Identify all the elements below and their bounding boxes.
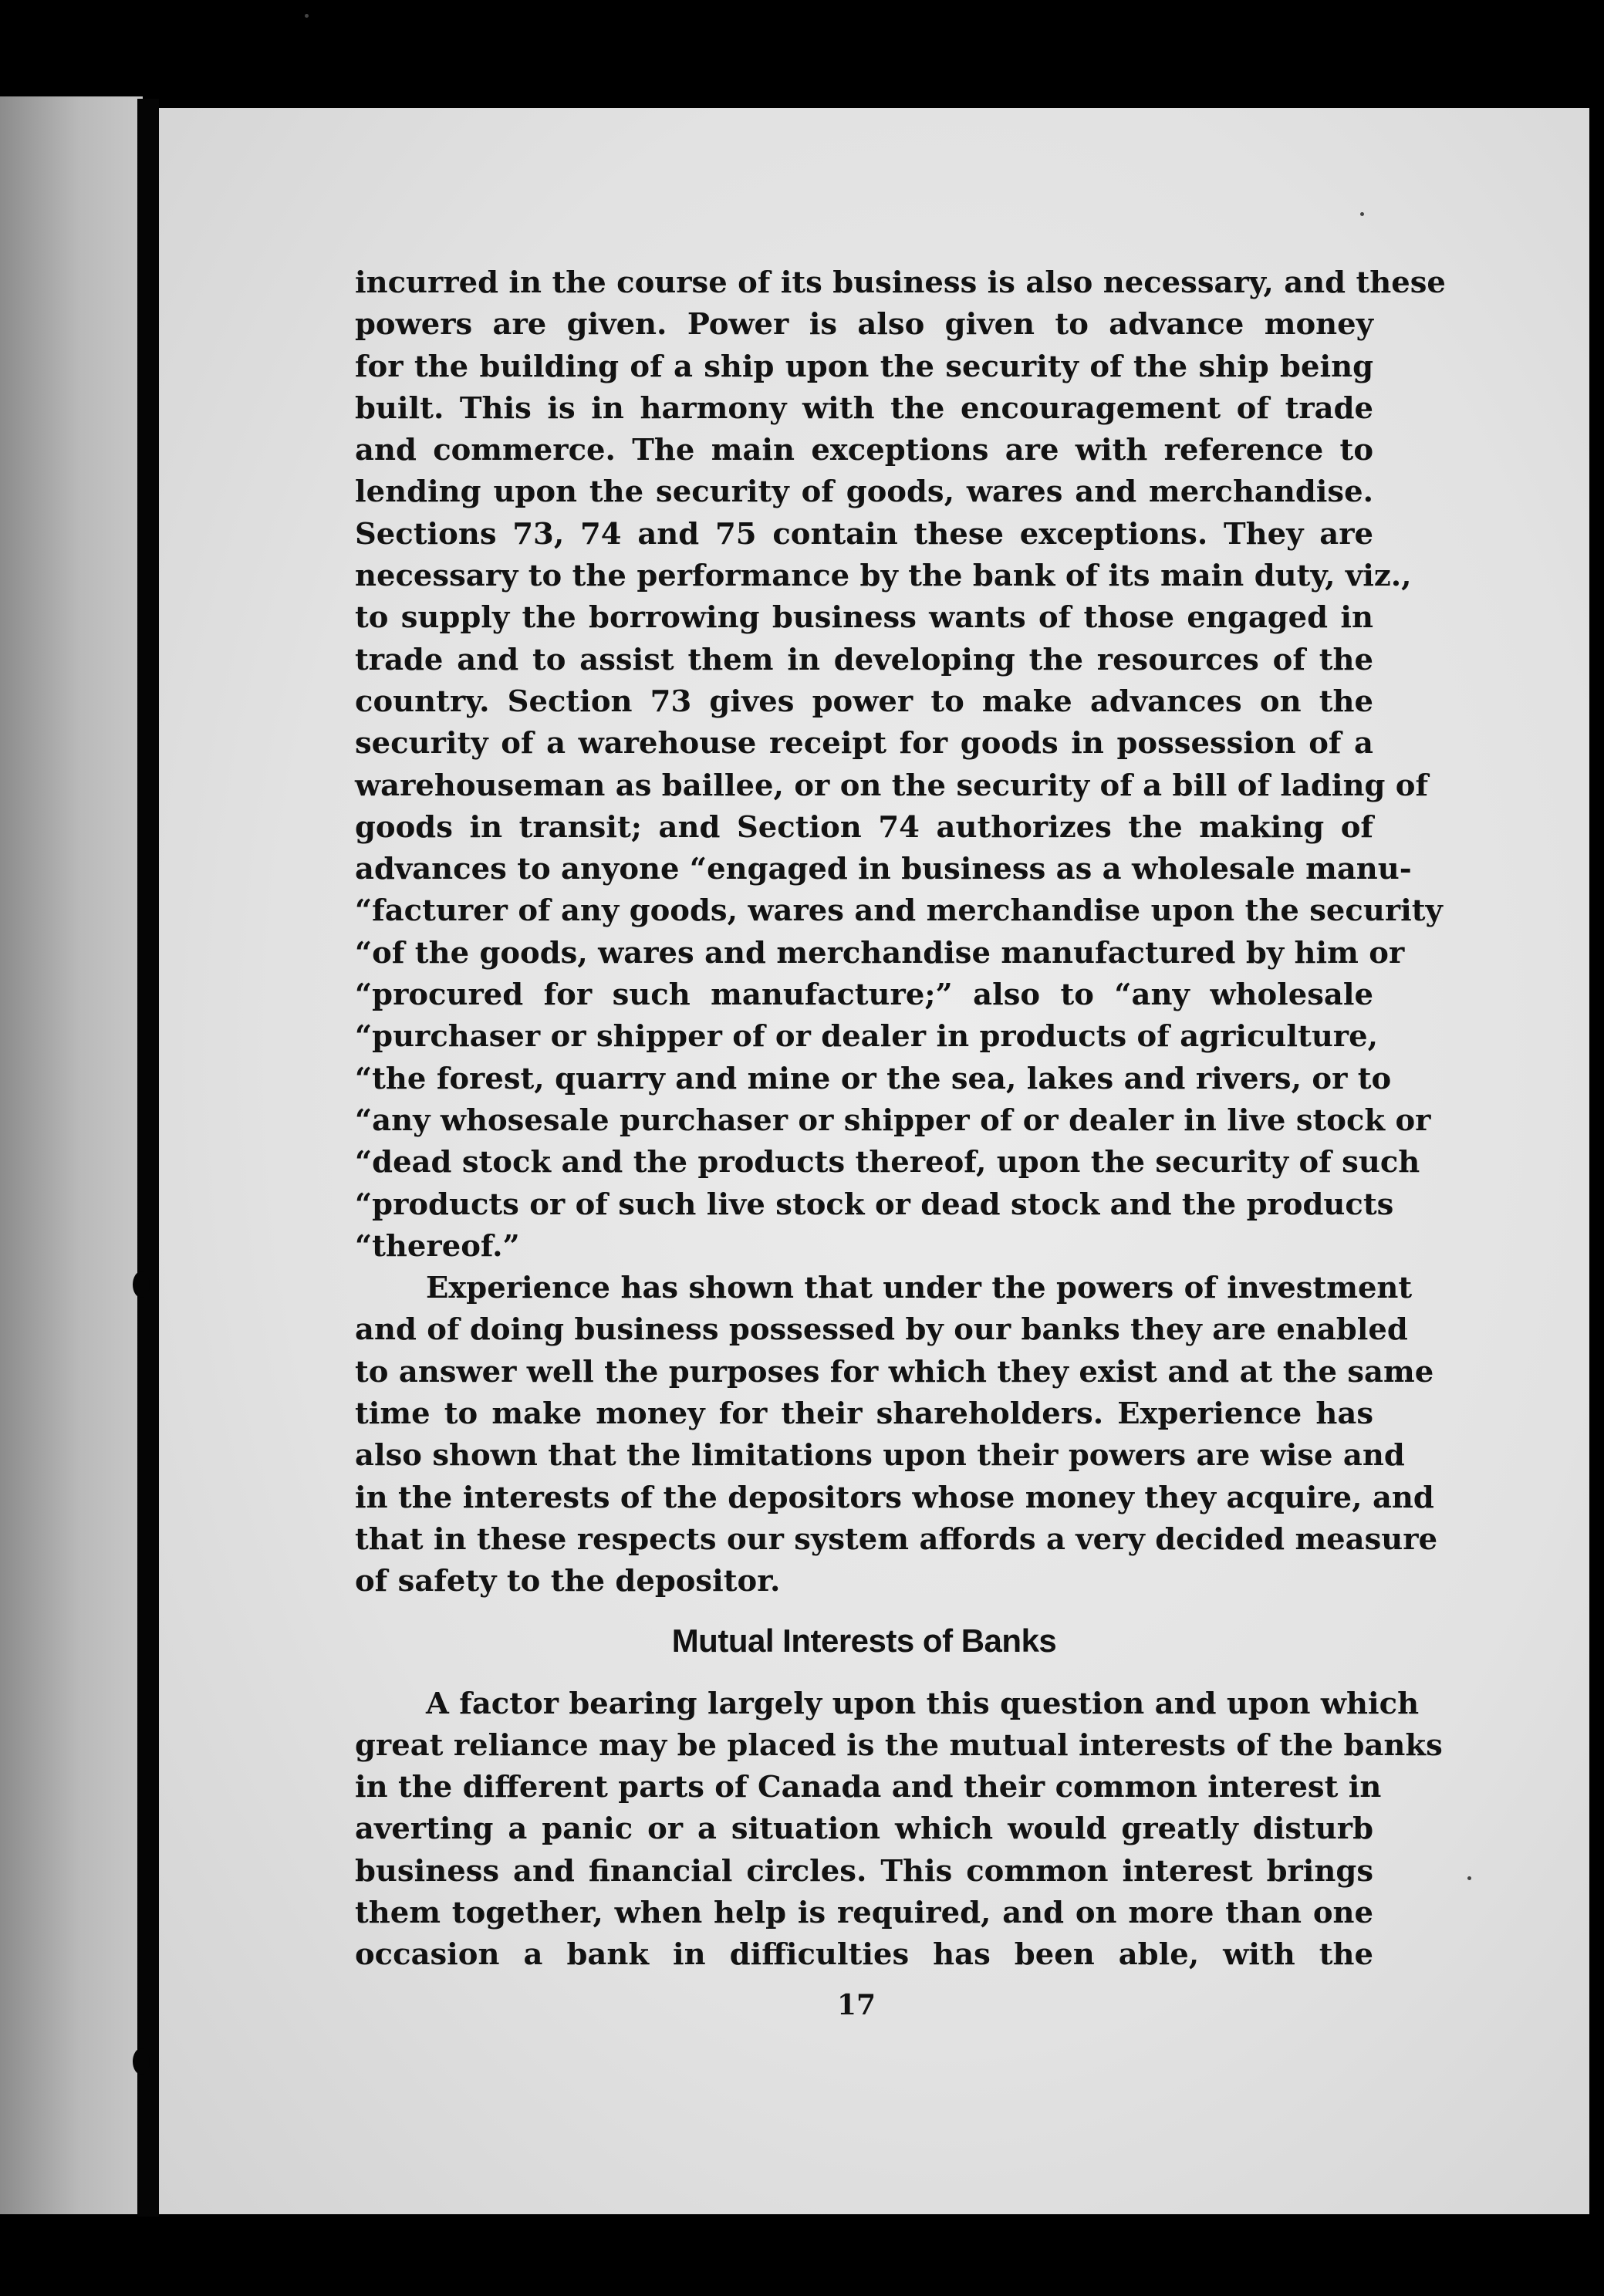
text-line: great reliance may be placed is the mutual interests of the banks — [355, 1727, 1443, 1763]
text-line: also shown that the limitations upon their powers are wise and — [355, 1438, 1405, 1474]
text-line: “procured for such manufacture;” also to “any wholesale — [355, 977, 1373, 1013]
text-line: occasion a bank in difficulties has been able, with the — [355, 1937, 1373, 1973]
scan-speck — [1360, 212, 1364, 216]
text-line: country. Section 73 gives power to make advances on the — [355, 684, 1373, 719]
text-line: that in these respects our system affords a very decided measure — [355, 1521, 1438, 1557]
text-line: Experience has shown that under the powers of investment — [426, 1271, 1413, 1306]
binding-mark — [133, 2048, 150, 2075]
text-line: averting a panic or a situation which would greatly disturb — [355, 1811, 1373, 1847]
text-line: “facturer of any goods, wares and merchandise upon the security — [355, 893, 1443, 929]
text-line: and of doing business possessed by our banks they are enabled — [355, 1312, 1408, 1348]
paragraph-3 — [355, 1683, 1443, 1977]
scan-speck — [1467, 1876, 1471, 1880]
text-line: advances to anyone “engaged in business as a wholesale manu- — [355, 852, 1412, 887]
text-line: to supply the borrowing business wants of those engaged in — [355, 600, 1373, 636]
text-line: “the forest, quarry and mine or the sea, lakes and rivers, or to — [355, 1061, 1392, 1096]
body-text — [355, 262, 1446, 1977]
text-line: powers are given. Power is also given to advance money — [355, 307, 1373, 343]
text-line: for the building of a ship upon the security of the ship being — [355, 349, 1373, 384]
text-line: built. This is in harmony with the encouragement of trade — [355, 390, 1373, 426]
facing-page-edge — [0, 96, 143, 2214]
text-line: Sections 73, 74 and 75 contain these exceptions. They are — [355, 516, 1373, 552]
text-line: in the interests of the depositors whose money they acquire, and — [355, 1480, 1434, 1515]
text-line: necessary to the performance by the bank of its main duty, viz., — [355, 559, 1412, 594]
text-line: trade and to assist them in developing the resources of the — [355, 642, 1373, 677]
paragraph-1 — [355, 262, 1446, 1268]
text-line: security of a warehouse receipt for goods in possession of a — [355, 726, 1373, 761]
text-line: “thereof.” — [355, 1228, 520, 1264]
text-line: “purchaser or shipper of or dealer in products of agriculture, — [355, 1019, 1378, 1055]
text-line: “dead stock and the products thereof, upon the security of such — [355, 1145, 1420, 1180]
text-line: in the different parts of Canada and their common interest in — [355, 1770, 1382, 1805]
scan-speck — [305, 14, 309, 18]
book-spine-shadow — [137, 99, 159, 2217]
text-line: “any whosesale purchaser or shipper of or dealer in live stock or — [355, 1102, 1431, 1138]
text-line: warehouseman as baillee, or on the security of a bill of lading of — [355, 768, 1429, 803]
text-line: incurred in the course of its business is also necessary, and these — [355, 265, 1446, 300]
text-line: time to make money for their shareholders. Experience has — [355, 1396, 1373, 1432]
paragraph-2 — [355, 1268, 1438, 1602]
section-heading: Mutual Interests of Banks — [671, 1622, 1057, 1659]
page-number: 17 — [836, 1989, 876, 2021]
text-line: “of the goods, wares and merchandise manufactured by him or — [355, 935, 1405, 971]
text-line: and commerce. The main exceptions are with reference to — [355, 433, 1373, 468]
text-line: “products or of such live stock or dead stock and the products — [355, 1187, 1394, 1222]
text-line: them together, when help is required, and on more than one — [355, 1895, 1373, 1930]
text-line: to answer well the purposes for which they exist and at the same — [355, 1354, 1434, 1389]
binding-mark — [133, 1271, 150, 1298]
text-line: A factor bearing largely upon this question and upon which — [426, 1686, 1420, 1721]
text-line: goods in transit; and Section 74 authorizes the making of — [355, 809, 1373, 845]
text-line: business and financial circles. This common interest brings — [355, 1853, 1373, 1889]
text-line: lending upon the security of goods, wares and merchandise. — [355, 474, 1373, 510]
text-line: of safety to the depositor. — [355, 1564, 781, 1599]
